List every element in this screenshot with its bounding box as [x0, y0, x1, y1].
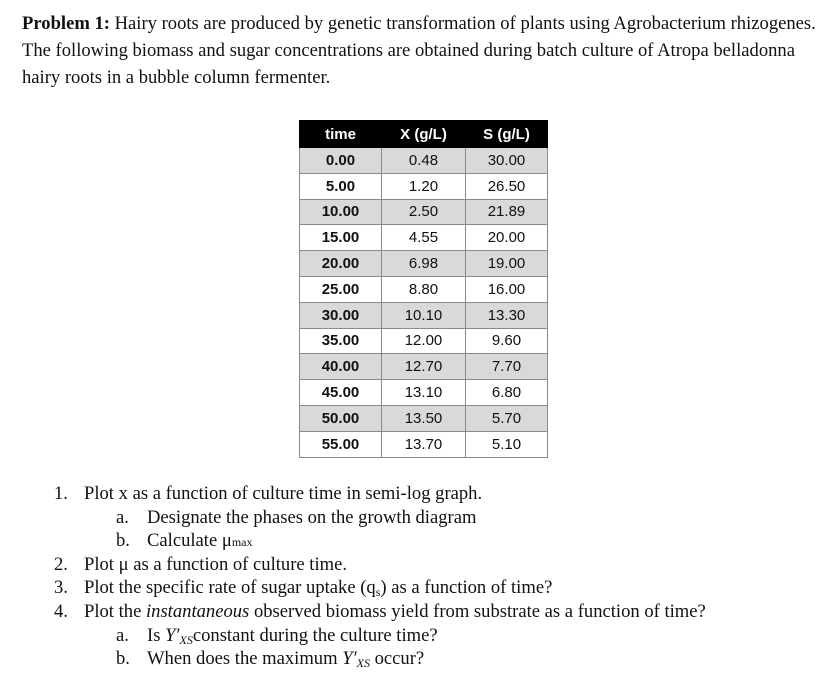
- question-main-text: Calculate μ: [147, 530, 232, 552]
- cell-biomass: 4.55: [382, 225, 466, 251]
- cell-sugar: 30.00: [466, 148, 548, 174]
- table-row: [300, 199, 548, 225]
- question-2: [0, 553, 835, 577]
- question-pre: When does the maximum: [147, 648, 343, 670]
- header-sugar: S (g/L): [466, 121, 548, 148]
- cell-time: 5.00: [300, 173, 382, 199]
- mu-max-subscript: max: [231, 535, 253, 550]
- cell-biomass: 12.70: [382, 354, 466, 380]
- table-row: [300, 302, 548, 328]
- question-number: 1.: [54, 483, 68, 504]
- cell-time: 20.00: [300, 251, 382, 277]
- cell-biomass: 2.50: [382, 199, 466, 225]
- cell-sugar: 20.00: [466, 225, 548, 251]
- table-row: [300, 173, 548, 199]
- question-1: [0, 482, 835, 506]
- table-row: [300, 225, 548, 251]
- question-number: a.: [116, 506, 129, 528]
- question-emphasis: instantaneous: [145, 600, 250, 622]
- cell-sugar: 7.70: [466, 354, 548, 380]
- table-row: [300, 405, 548, 431]
- question-3: [0, 576, 835, 600]
- yield-symbol: Y′: [342, 648, 357, 670]
- question-post: occur?: [369, 648, 425, 670]
- cell-time: 50.00: [300, 405, 382, 431]
- question-text: [84, 600, 706, 624]
- cell-sugar: 9.60: [466, 328, 548, 354]
- table-row: [300, 328, 548, 354]
- cell-biomass: 0.48: [382, 148, 466, 174]
- cell-sugar: 5.10: [466, 431, 548, 457]
- question-number: 3.: [54, 577, 68, 599]
- question-number: 2.: [54, 553, 68, 575]
- question-text: [147, 529, 253, 555]
- question-text: Plot μ as a function of culture time.: [84, 553, 347, 575]
- table-row: [300, 354, 548, 380]
- cell-sugar: 16.00: [466, 276, 548, 302]
- question-4b: [0, 647, 835, 671]
- question-4: [0, 600, 835, 624]
- cell-sugar: 6.80: [466, 380, 548, 406]
- cell-time: 40.00: [300, 354, 382, 380]
- cell-sugar: 19.00: [466, 251, 548, 277]
- cell-biomass: 13.70: [382, 431, 466, 457]
- cell-sugar: 13.30: [466, 302, 548, 328]
- table-row: [300, 380, 548, 406]
- cell-time: 55.00: [300, 431, 382, 457]
- question-1a: [0, 506, 835, 530]
- cell-time: 10.00: [300, 199, 382, 225]
- question-post: constant during the culture time?: [192, 624, 438, 646]
- question-list: [0, 482, 835, 671]
- question-pre: Is: [147, 624, 166, 646]
- header-time: time: [300, 121, 382, 148]
- cell-biomass: 1.20: [382, 173, 466, 199]
- data-table: [299, 120, 548, 458]
- problem-label: Problem 1:: [22, 13, 110, 34]
- problem-text: Hairy roots are produced by genetic transformation of plants using Agrobacterium rhizogenes. The following biomass and sugar concentrations are obtained during batch culture of Atropa belladonna hairy roots in a bubble column fermenter.: [22, 13, 816, 88]
- table-row: [300, 276, 548, 302]
- cell-biomass: 13.50: [382, 405, 466, 431]
- table-header-row: [300, 121, 548, 148]
- cell-biomass: 12.00: [382, 328, 466, 354]
- cell-biomass: 8.80: [382, 276, 466, 302]
- cell-sugar: 5.70: [466, 405, 548, 431]
- table-row: [300, 431, 548, 457]
- cell-time: 45.00: [300, 380, 382, 406]
- cell-time: 0.00: [300, 148, 382, 174]
- cell-biomass: 10.10: [382, 302, 466, 328]
- yield-symbol: Y′: [165, 624, 180, 646]
- question-post: observed biomass yield from substrate as a function of time?: [249, 600, 706, 622]
- cell-biomass: 6.98: [382, 251, 466, 277]
- question-number: 4.: [54, 600, 68, 622]
- cell-sugar: 21.89: [466, 199, 548, 225]
- cell-biomass: 13.10: [382, 380, 466, 406]
- cell-time: 35.00: [300, 328, 382, 354]
- question-text: [147, 647, 424, 676]
- question-text: Plot x as a function of culture time in semi-log graph.: [84, 483, 483, 504]
- problem-statement: [22, 10, 827, 91]
- question-number: b.: [116, 530, 130, 552]
- question-1b: [0, 529, 835, 553]
- cell-time: 25.00: [300, 276, 382, 302]
- qs-subscript: s: [375, 585, 381, 600]
- question-post: ) as a function of time?: [380, 577, 553, 599]
- yield-subscript: XS: [179, 632, 193, 647]
- question-number: b.: [116, 648, 130, 670]
- question-pre: Plot the: [84, 600, 146, 622]
- yield-subscript: XS: [356, 656, 370, 671]
- table-row: [300, 251, 548, 277]
- header-biomass: X (g/L): [382, 121, 466, 148]
- question-text: Designate the phases on the growth diagram: [147, 506, 477, 528]
- cell-time: 30.00: [300, 302, 382, 328]
- table-row: [300, 148, 548, 174]
- question-number: a.: [116, 624, 129, 646]
- question-pre: Plot the specific rate of sugar uptake (q: [84, 577, 376, 599]
- cell-sugar: 26.50: [466, 173, 548, 199]
- cell-time: 15.00: [300, 225, 382, 251]
- question-4a: [0, 624, 835, 648]
